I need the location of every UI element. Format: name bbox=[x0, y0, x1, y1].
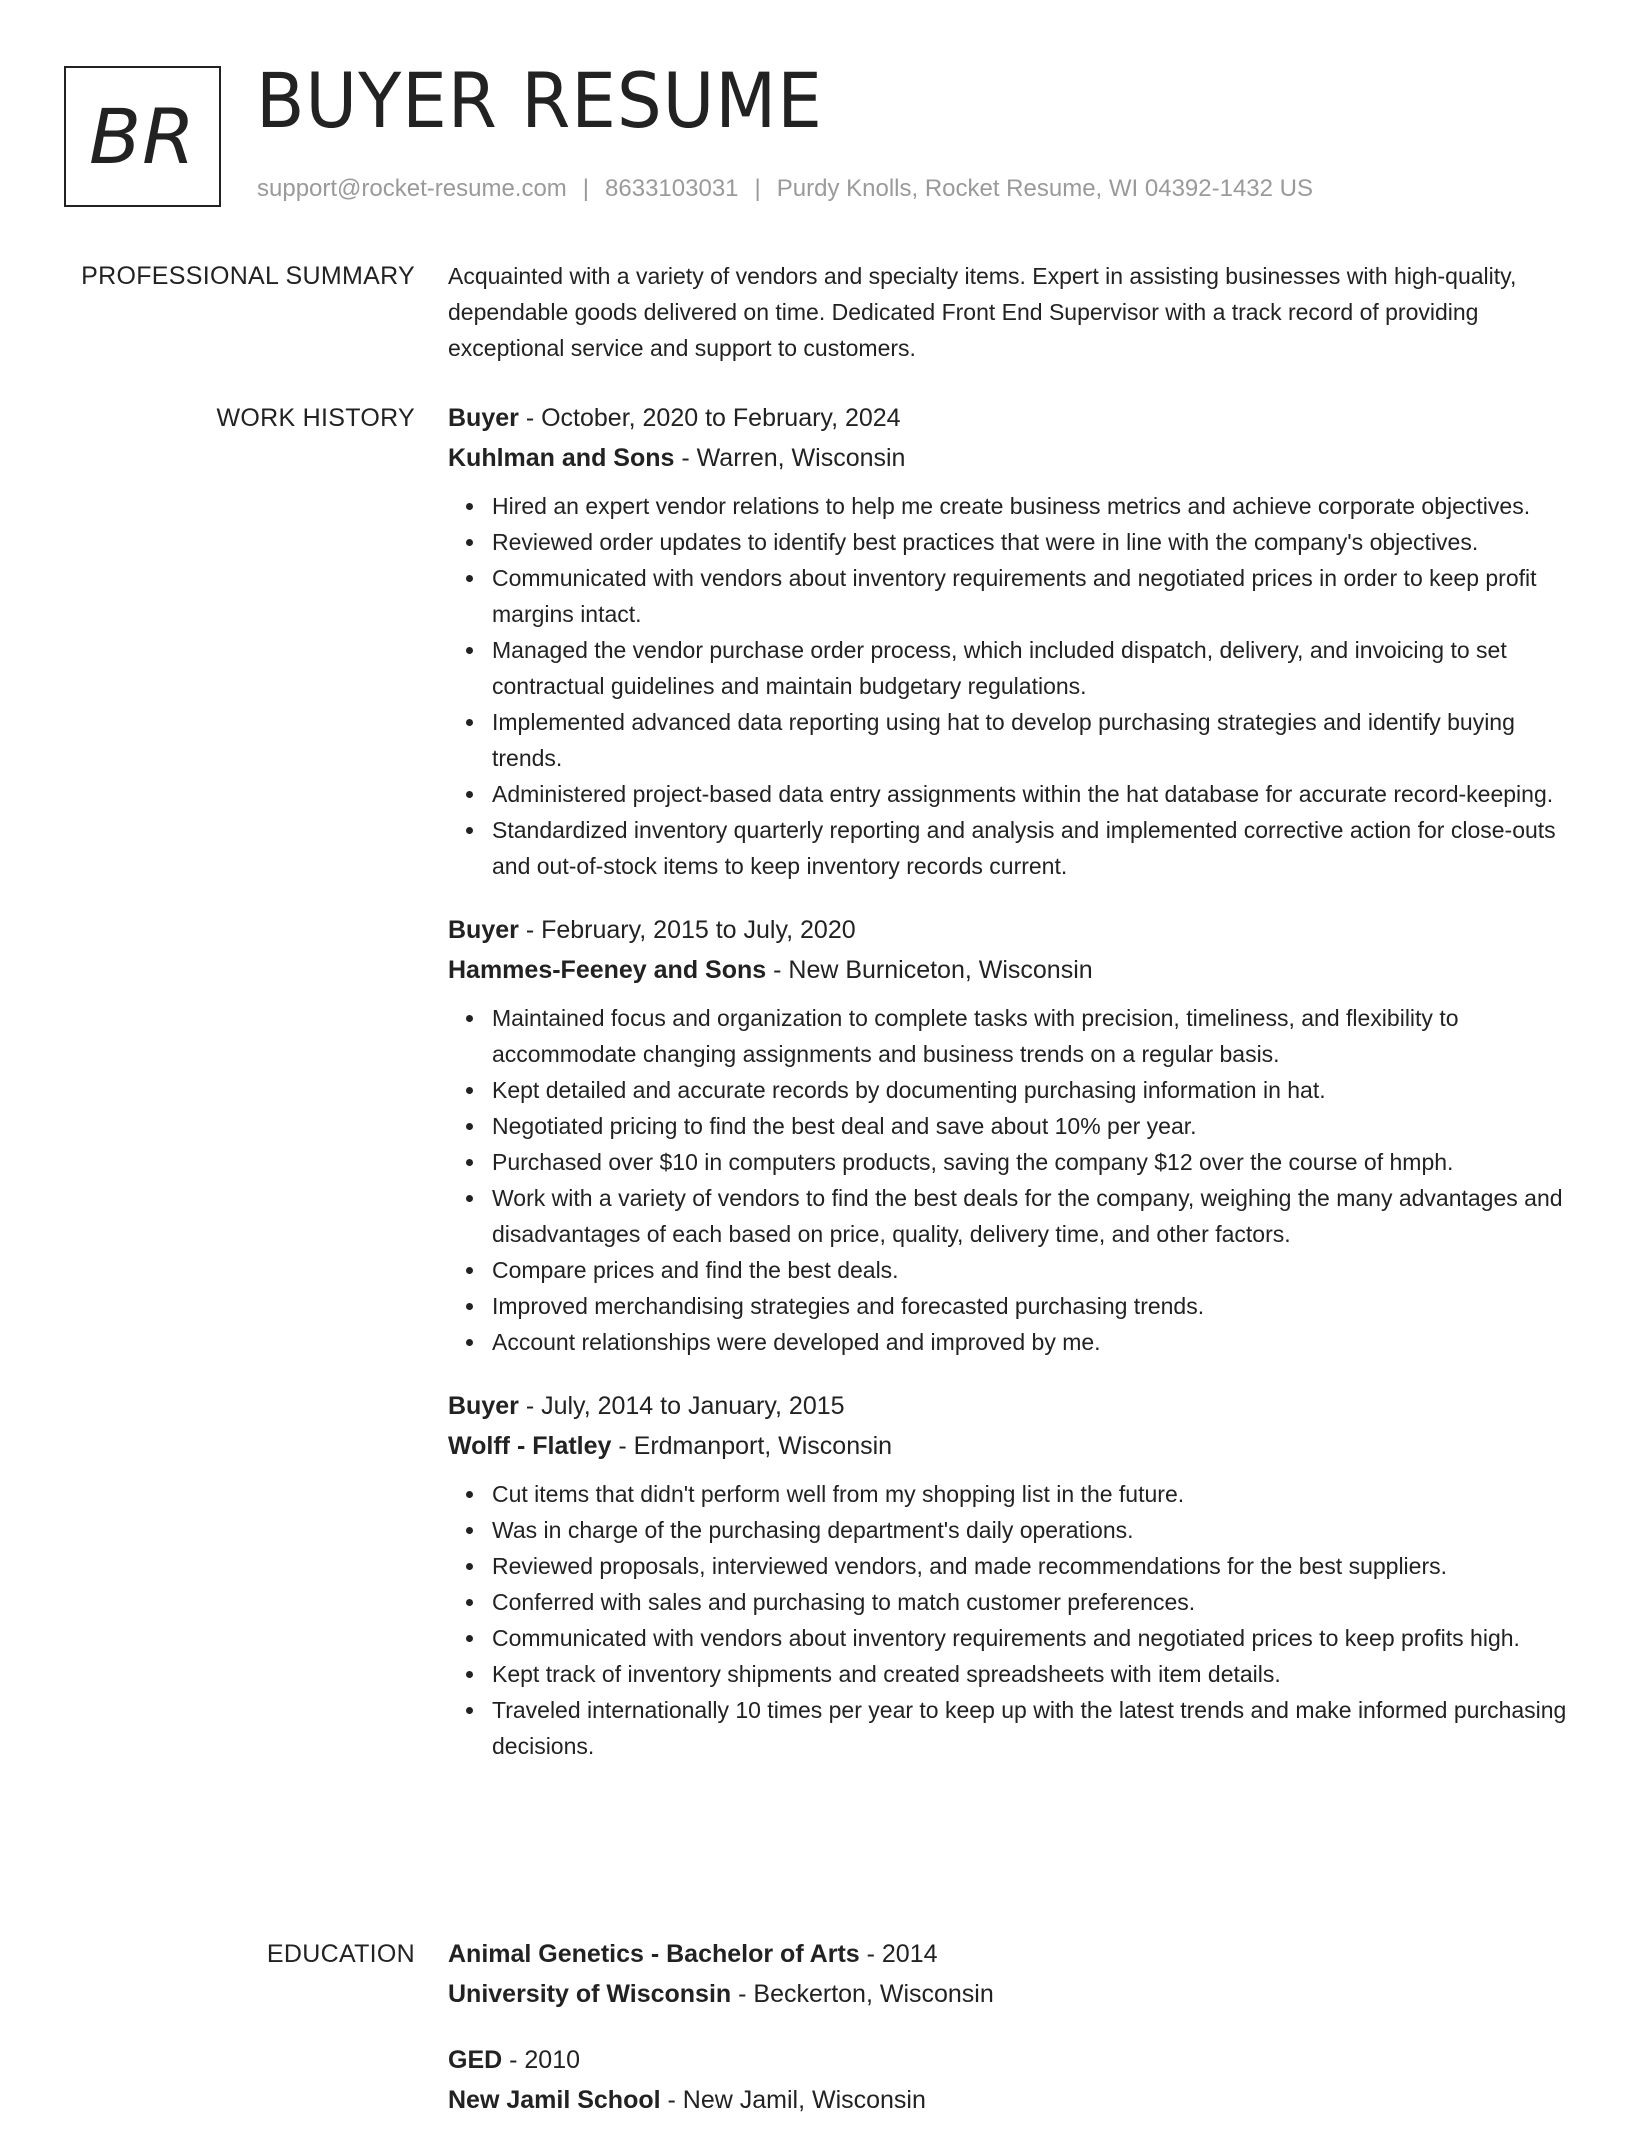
job-company: Hammes-Feeney and Sons bbox=[448, 956, 767, 984]
job-bullet: Kept track of inventory shipments and created spreadsheets with item details. bbox=[492, 1656, 1568, 1692]
education-location: - New Jamil, Wisconsin bbox=[660, 2086, 926, 2114]
job-bullet: Work with a variety of vendors to find the best deals for the company, weighing the many advantages and disadvantages of each based on price, quality, delivery time, and other factors. bbox=[492, 1180, 1568, 1252]
job-bullet: Purchased over $10 in computers products, saving the company $12 over the course of hmph. bbox=[492, 1144, 1568, 1180]
education-school-line bbox=[448, 1974, 1568, 2014]
job-bullet: Cut items that didn't perform well from my shopping list in the future. bbox=[492, 1476, 1568, 1512]
job-bullet: Communicated with vendors about inventory requirements and negotiated prices in order to keep profit margins intact. bbox=[492, 560, 1568, 632]
education-degree-line bbox=[448, 2040, 1568, 2080]
education-year: - 2014 bbox=[859, 1940, 938, 1968]
job-bullet: Negotiated pricing to find the best deal and save about 10% per year. bbox=[492, 1108, 1568, 1144]
job-company: Wolff - Flatley bbox=[448, 1432, 612, 1460]
job-bullet-list bbox=[448, 488, 1568, 884]
job-dates: - October, 2020 to February, 2024 bbox=[518, 404, 901, 432]
education-location: - Beckerton, Wisconsin bbox=[731, 1980, 994, 2008]
job-title-line bbox=[448, 910, 1568, 950]
job-location: - New Burniceton, Wisconsin bbox=[766, 956, 1093, 984]
job-title: Buyer bbox=[448, 916, 519, 944]
job-title: Buyer bbox=[448, 1392, 519, 1420]
job-entry bbox=[448, 398, 1568, 884]
job-bullet: Conferred with sales and purchasing to match customer preferences. bbox=[492, 1584, 1568, 1620]
job-entry bbox=[448, 910, 1568, 1360]
summary-label: PROFESSIONAL SUMMARY bbox=[81, 262, 415, 290]
job-bullet: Account relationships were developed and improved by me. bbox=[492, 1324, 1568, 1360]
work-history-body bbox=[448, 398, 1568, 1790]
job-bullet: Communicated with vendors about inventory requirements and negotiated prices to keep profits high. bbox=[492, 1620, 1568, 1656]
job-bullet: Reviewed proposals, interviewed vendors, and made recommendations for the best suppliers. bbox=[492, 1548, 1568, 1584]
job-bullet: Reviewed order updates to identify best practices that were in line with the company's objectives. bbox=[492, 524, 1568, 560]
education-school-line bbox=[448, 2080, 1568, 2120]
work-history-label: WORK HISTORY bbox=[216, 404, 415, 432]
job-location: - Erdmanport, Wisconsin bbox=[611, 1432, 893, 1460]
education-body bbox=[448, 1934, 1568, 2146]
job-title-line bbox=[448, 1386, 1568, 1426]
job-title: Buyer bbox=[448, 404, 519, 432]
summary-body bbox=[448, 258, 1568, 366]
job-bullet-list bbox=[448, 1476, 1568, 1764]
job-bullet: Traveled internationally 10 times per year to keep up with the latest trends and make informed purchasing decisions. bbox=[492, 1692, 1568, 1764]
job-bullet: Improved merchandising strategies and forecasted purchasing trends. bbox=[492, 1288, 1568, 1324]
monogram-badge: BR bbox=[64, 66, 221, 207]
contact-separator: | bbox=[582, 175, 590, 202]
education-degree: Animal Genetics - Bachelor of Arts bbox=[448, 1940, 860, 1968]
job-bullet-list bbox=[448, 1000, 1568, 1360]
education-entry bbox=[448, 1934, 1568, 2014]
job-company: Kuhlman and Sons bbox=[448, 444, 675, 472]
contact-separator: | bbox=[754, 175, 761, 202]
job-bullet: Was in charge of the purchasing department's daily operations. bbox=[492, 1512, 1568, 1548]
job-bullet: Administered project-based data entry assignments within the hat database for accurate record-keeping. bbox=[492, 776, 1568, 812]
job-bullet: Implemented advanced data reporting using hat to develop purchasing strategies and identify buying trends. bbox=[492, 704, 1568, 776]
education-school: University of Wisconsin bbox=[448, 1980, 732, 2008]
job-bullet: Standardized inventory quarterly reporting and analysis and implemented corrective action for close-outs and out-of-stock items to keep inventory records current. bbox=[492, 812, 1568, 884]
contact-phone: 8633103031 bbox=[605, 175, 739, 202]
resume-header bbox=[0, 0, 1632, 240]
education-degree-line bbox=[448, 1934, 1568, 1974]
job-dates: - July, 2014 to January, 2015 bbox=[518, 1392, 845, 1420]
education-entry bbox=[448, 2040, 1568, 2120]
contact-address: Purdy Knolls, Rocket Resume, WI 04392-1432 US bbox=[776, 175, 1313, 202]
education-year: - 2010 bbox=[502, 2046, 581, 2074]
job-dates: - February, 2015 to July, 2020 bbox=[518, 916, 856, 944]
education-degree: GED bbox=[448, 2046, 503, 2074]
job-bullet: Managed the vendor purchase order process, which included dispatch, delivery, and invoicing to set contractual guidelines and maintain budgetary regulations. bbox=[492, 632, 1568, 704]
job-title-line bbox=[448, 398, 1568, 438]
job-company-line bbox=[448, 950, 1568, 990]
contact-email: support@rocket-resume.com bbox=[257, 175, 567, 202]
job-location: - Warren, Wisconsin bbox=[674, 444, 906, 472]
education-label: EDUCATION bbox=[266, 1940, 415, 1968]
job-entry bbox=[448, 1386, 1568, 1764]
summary-text: Acquainted with a variety of vendors and specialty items. Expert in assisting businesses with high-quality, dependable goods delivered on time. Dedicated Front End Supervisor with a track record of providing exceptional service and support to customers. bbox=[448, 263, 1517, 361]
job-bullet: Maintained focus and organization to complete tasks with precision, timeliness, and flexibility to accommodate changing assignments and business trends on a regular basis. bbox=[492, 1000, 1568, 1072]
job-company-line bbox=[448, 1426, 1568, 1466]
resume-title: BUYER RESUME bbox=[256, 56, 823, 145]
contact-line bbox=[257, 175, 1313, 203]
job-bullet: Hired an expert vendor relations to help me create business metrics and achieve corporate objectives. bbox=[492, 488, 1568, 524]
job-company-line bbox=[448, 438, 1568, 478]
job-bullet: Kept detailed and accurate records by documenting purchasing information in hat. bbox=[492, 1072, 1568, 1108]
job-bullet: Compare prices and find the best deals. bbox=[492, 1252, 1568, 1288]
education-school: New Jamil School bbox=[448, 2086, 661, 2114]
